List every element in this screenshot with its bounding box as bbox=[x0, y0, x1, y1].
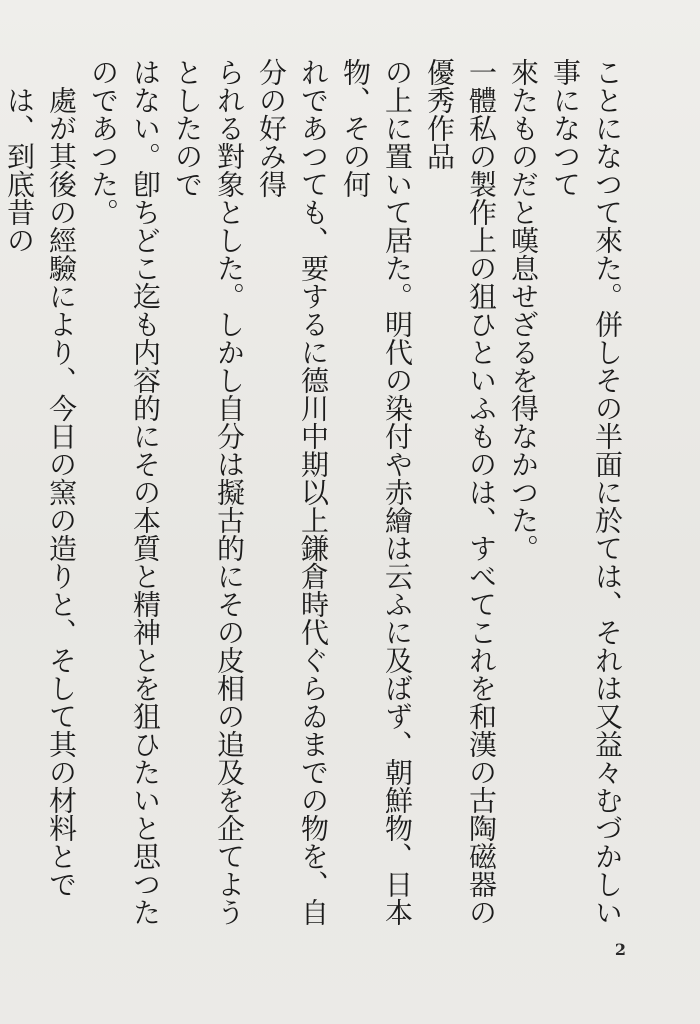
text-line: 來たものだと嘆息せざるを得なかつた。 bbox=[507, 58, 540, 562]
text-line: 處が其後の經驗により、今日の窯の造りと、そして其の材料とでは、到底昔の bbox=[3, 86, 78, 898]
text-line: はない。卽ちどこ迄も内容的にその本質と精神とを狙ひたいと思つたのであつた。 bbox=[87, 58, 162, 926]
page-number: 2 bbox=[614, 940, 626, 959]
text-line: 一體私の製作上の狙ひといふものは、すべてこれを和漢の古陶磁器の優秀作品 bbox=[423, 58, 498, 926]
body-text bbox=[3, 58, 628, 928]
text-line: の上に置いて居た。明代の染付や赤繪は云ふに及ばず、朝鮮物、日本物、その何 bbox=[339, 58, 414, 926]
text-line: ことになつて來た。併しその半面に於ては、それは又益々むづかしい事になつて bbox=[549, 58, 624, 926]
text-line: れであつても、要するに德川中期以上鎌倉時代ぐらゐまでの物を、自分の好み得 bbox=[255, 58, 330, 926]
text-line: られる對象とした。しかし自分は擬古的にその皮相の追及を企てようとしたので bbox=[171, 58, 246, 926]
